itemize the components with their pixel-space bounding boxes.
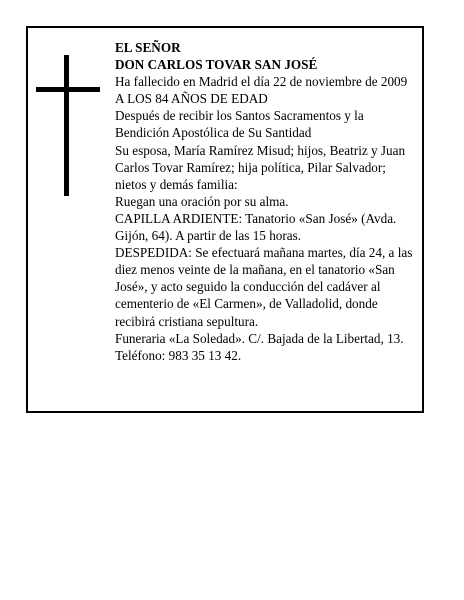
funeral-home: Funeraria «La Soledad». C/. Bajada de la Libertad, 13. Teléfono: 983 35 13 42.	[115, 330, 404, 363]
cross-icon	[36, 55, 100, 196]
heading-title: EL SEÑOR	[115, 40, 181, 55]
farewell-details: DESPEDIDA: Se efectuará mañana martes, día 24, a las diez menos veinte de la mañana, en el tanatorio «San José», y acto seguido la conducción del cadáver al cementerio de «El Carmen», de Valladolid, donde recibirá cristiana sepultura.	[115, 245, 413, 329]
family-line: Su esposa, María Ramírez Misud; hijos, Beatriz y Juan Carlos Tovar Ramírez; hija política, Pilar Salvador; nietos y demás familia:	[115, 142, 406, 192]
cross-horizontal-bar	[36, 87, 100, 92]
prayer-request: Ruegan una oración por su alma.	[115, 193, 289, 209]
cross-vertical-bar	[64, 55, 69, 196]
death-date: Ha fallecido en Madrid el día 22 de noviembre de 2009	[115, 74, 408, 90]
age: A LOS 84 AÑOS DE EDAD	[115, 91, 268, 107]
funeral-chapel: CAPILLA ARDIENTE: Tanatorio «San José» (Avda. Gijón, 64). A partir de las 15 horas.	[115, 210, 397, 244]
deceased-name: DON CARLOS TOVAR SAN JOSÉ	[115, 57, 318, 73]
sacraments-line: Después de recibir los Santos Sacramentos y la Bendición Apostólica de Su Santidad	[115, 108, 364, 141]
notice-text	[115, 39, 417, 364]
